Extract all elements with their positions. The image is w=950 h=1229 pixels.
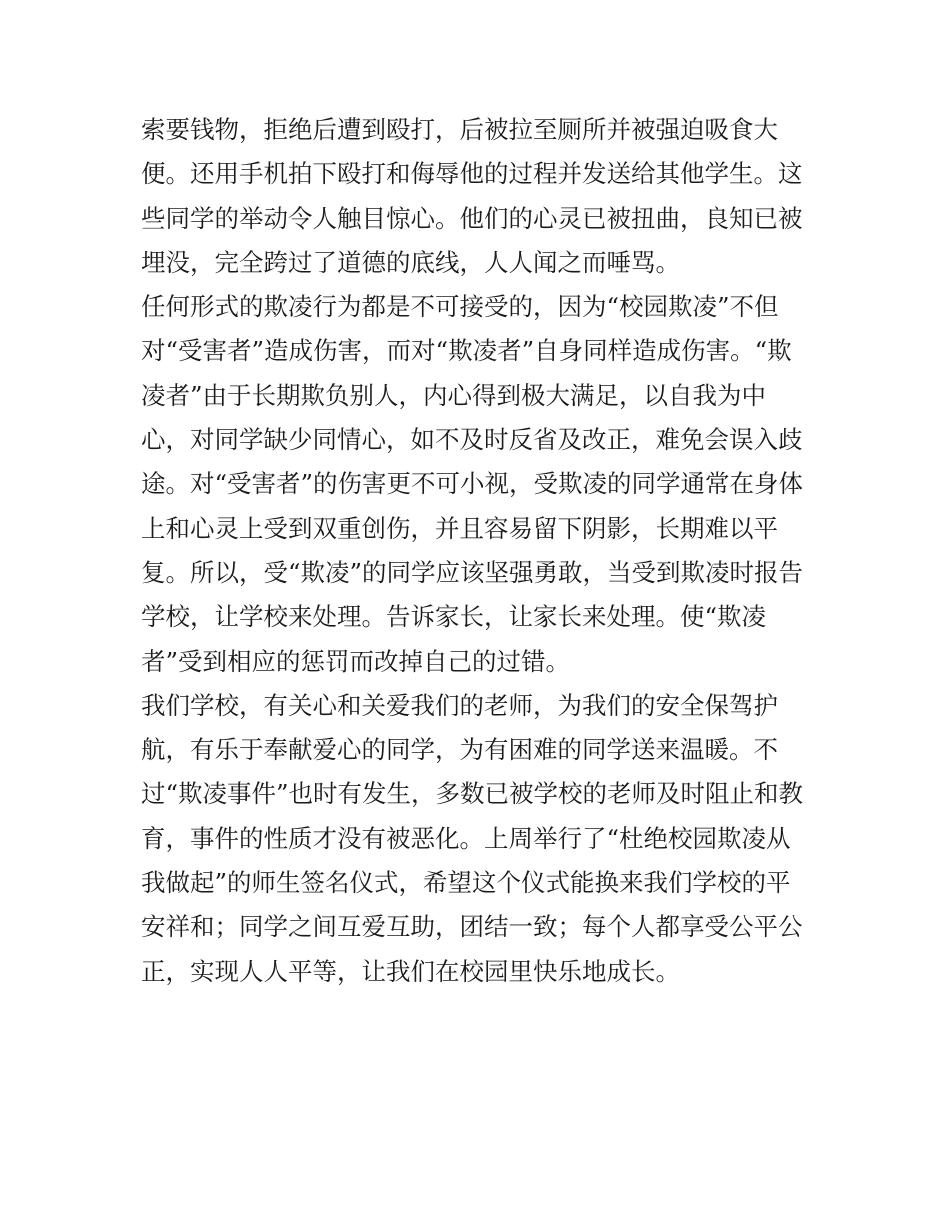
text-line: 索要钱物，拒绝后遭到殴打，后被拉至厕所并被强迫吸食大 bbox=[141, 115, 778, 144]
text-line: 我们学校，有关心和关爱我们的老师，为我们的安全保驾护 bbox=[141, 690, 778, 720]
text-line: 些同学的举动令人触目惊心。他们的心灵已被扭曲，良知已被 bbox=[141, 203, 803, 233]
text-line: 任何形式的欺凌行为都是不可接受的，因为“校园欺凌”不但 bbox=[141, 292, 779, 322]
text-line: 复。所以，受“欺凌”的同学应该坚强勇敢，当受到欺凌时报告 bbox=[141, 557, 804, 587]
text-line: 正，实现人人平等，让我们在校园里快乐地成长。 bbox=[141, 956, 680, 986]
text-line: 过“欺凌事件”也时有发生，多数已被学校的老师及时阻止和教 bbox=[141, 779, 804, 809]
text-line: 者”受到相应的惩罚而改掉自己的过错。 bbox=[141, 646, 571, 676]
text-line: 凌者”由于长期欺负别人，内心得到极大满足，以自我为中 bbox=[141, 380, 767, 410]
text-line: 航，有乐于奉献爱心的同学，为有困难的同学送来温暖。不 bbox=[141, 735, 778, 765]
text-line: 心，对同学缺少同情心，如不及时反省及改正，难免会误入歧 bbox=[141, 425, 803, 455]
text-line: 上和心灵上受到双重创伤，并且容易留下阴影，长期难以平 bbox=[141, 513, 778, 543]
text-line: 途。对“受害者”的伤害更不可小视，受欺凌的同学通常在身体 bbox=[141, 469, 804, 499]
text-line: 学校，让学校来处理。告诉家长，让家长来处理。使“欺凌 bbox=[141, 602, 767, 632]
text-line: 便。还用手机拍下殴打和侮辱他的过程并发送给其他学生。这 bbox=[141, 159, 803, 189]
text-line: 安祥和；同学之间互爱互助，团结一致；每个人都享受公平公 bbox=[141, 912, 803, 942]
document-body bbox=[141, 108, 821, 994]
text-line: 对“受害者”造成伤害，而对“欺凌者”自身同样造成伤害。“欺 bbox=[141, 336, 792, 366]
text-line: 我做起”的师生签名仪式，希望这个仪式能换来我们学校的平 bbox=[141, 868, 791, 898]
text-line: 育，事件的性质才没有被恶化。上周举行了“杜绝校园欺凌从 bbox=[141, 823, 791, 853]
text-line: 埋没，完全跨过了道德的底线，人人闻之而唾骂。 bbox=[141, 247, 680, 277]
